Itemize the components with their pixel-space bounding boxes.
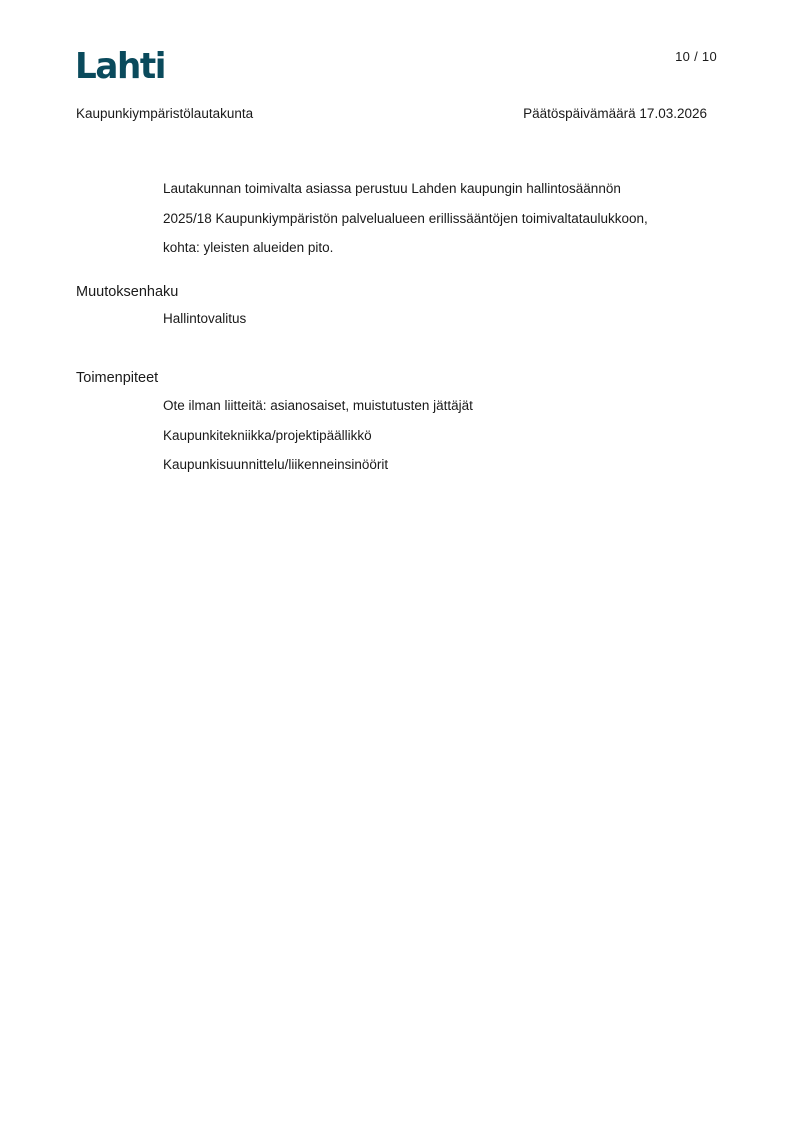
appeal-heading: Muutoksenhaku xyxy=(76,284,179,300)
page-number: 10 / 10 xyxy=(675,49,717,64)
appeal-text: Hallintovalitus xyxy=(163,311,247,326)
authority-line: 2025/18 Kaupunkiympäristön palvelualueen erillissääntöjen toimivaltataulukkoon, xyxy=(163,210,648,226)
authority-paragraph xyxy=(163,174,723,263)
appeal-section xyxy=(163,304,723,334)
actions-heading: Toimenpiteet xyxy=(76,370,159,386)
board-name: Kaupunkiympäristölautakunta xyxy=(76,106,254,121)
lahti-logo xyxy=(75,46,167,82)
decision-date: Päätöspäivämäärä 17.03.2026 xyxy=(523,106,707,121)
document-header xyxy=(76,106,707,121)
list-item: Ote ilman liitteitä: asianosaiset, muistutusten jättäjät xyxy=(163,398,473,413)
list-item: Kaupunkisuunnittelu/liikenneinsinöörit xyxy=(163,457,389,472)
actions-list xyxy=(163,391,723,480)
svg-text:Lahti: Lahti xyxy=(75,46,165,82)
authority-line: Lautakunnan toimivalta asiassa perustuu Lahden kaupungin hallintosäännön xyxy=(163,181,621,196)
authority-line: kohta: yleisten alueiden pito. xyxy=(163,240,334,255)
list-item: Kaupunkitekniikka/projektipäällikkö xyxy=(163,427,372,443)
